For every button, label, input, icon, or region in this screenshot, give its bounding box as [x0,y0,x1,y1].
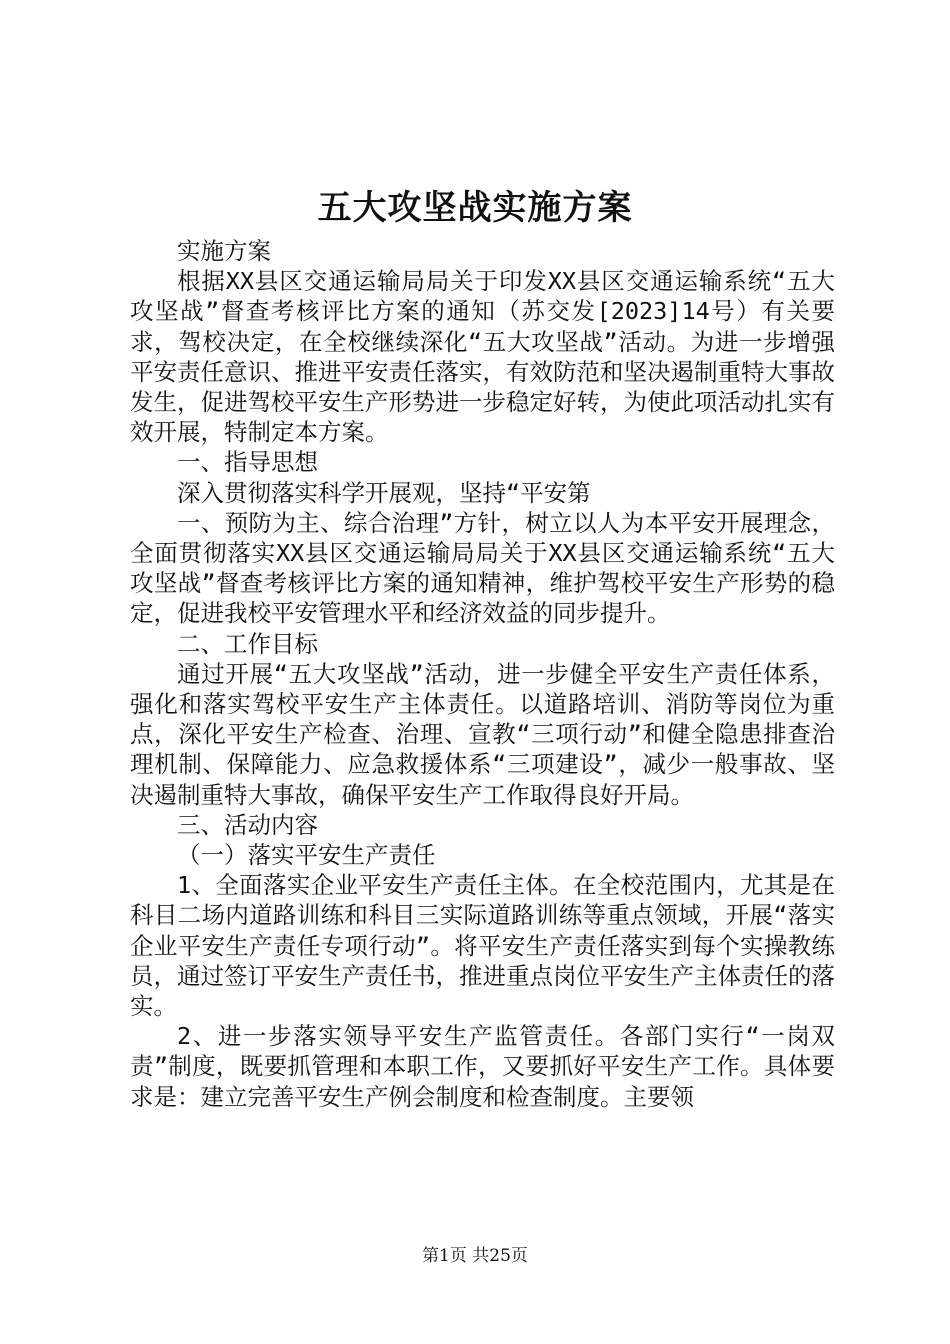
section-heading-work-goals: 二、工作目标 [177,629,318,658]
subheading-safety-responsibility: （一）落实平安生产责任 [177,841,436,870]
paragraph-background: 根据XX县区交通运输局局关于印发XX县区交通运输系统“五大攻坚战”督查考核评比方案的通知（苏交发[2023]14号）有关要求，驾校决定，在全校继续深化“五大攻坚战”活动。为进一步增强平安责任意识、推进平安责任落实，有效防范和坚决遏制重特大事故发生，促进驾校平安生产形势进一步稳定好转，为使此项活动扎实有效开展，特制定本方案。 [130,267,835,447]
section-heading-guiding-ideology: 一、指导思想 [177,448,318,477]
document-body [130,236,835,1112]
paragraph-item-1: 1、全面落实企业平安生产责任主体。在全校范围内，尤其是在科目二场内道路训练和科目三实际道路训练等重点领域，开展“落实企业平安生产责任专项行动”。将平安生产责任落实到每个实操教练员，通过签订平安生产责任书，推进重点岗位平安生产主体责任的落实。 [130,871,835,1021]
section-heading-activity-content: 三、活动内容 [177,810,318,839]
paragraph-guiding-ideology-lead: 深入贯彻落实科学开展观，坚持“平安第 [177,478,591,507]
paragraph-guiding-ideology: 一、预防为主、综合治理”方针，树立以人为本平安开展理念，全面贯彻落实XX县区交通运输局局关于XX县区交通运输系统“五大攻坚战”督查考核评比方案的通知精神，维护驾校平安生产形势的稳定，促进我校平安管理水平和经济效益的同步提升。 [130,508,835,628]
document-title: 五大攻坚战实施方案 [317,188,633,228]
paragraph-heading-intro: 实施方案 [177,237,271,265]
paragraph-item-2: 2、进一步落实领导平安生产监管责任。各部门实行“一岗双责”制度，既要抓管理和本职工作，又要抓好平安生产工作。具体要求是：建立完善平安生产例会制度和检查制度。主要领 [130,1022,835,1111]
paragraph-work-goals: 通过开展“五大攻坚战”活动，进一步健全平安生产责任体系，强化和落实驾校平安生产主体责任。以道路培训、消防等岗位为重点，深化平安生产检查、治理、宣教“三项行动”和健全隐患排查治理机制、保障能力、应急救援体系“三项建设”，减少一般事故、坚决遏制重特大事故，确保平安生产工作取得良好开局。 [130,659,835,809]
page-indicator: 第1页 共25页 [422,1246,528,1266]
